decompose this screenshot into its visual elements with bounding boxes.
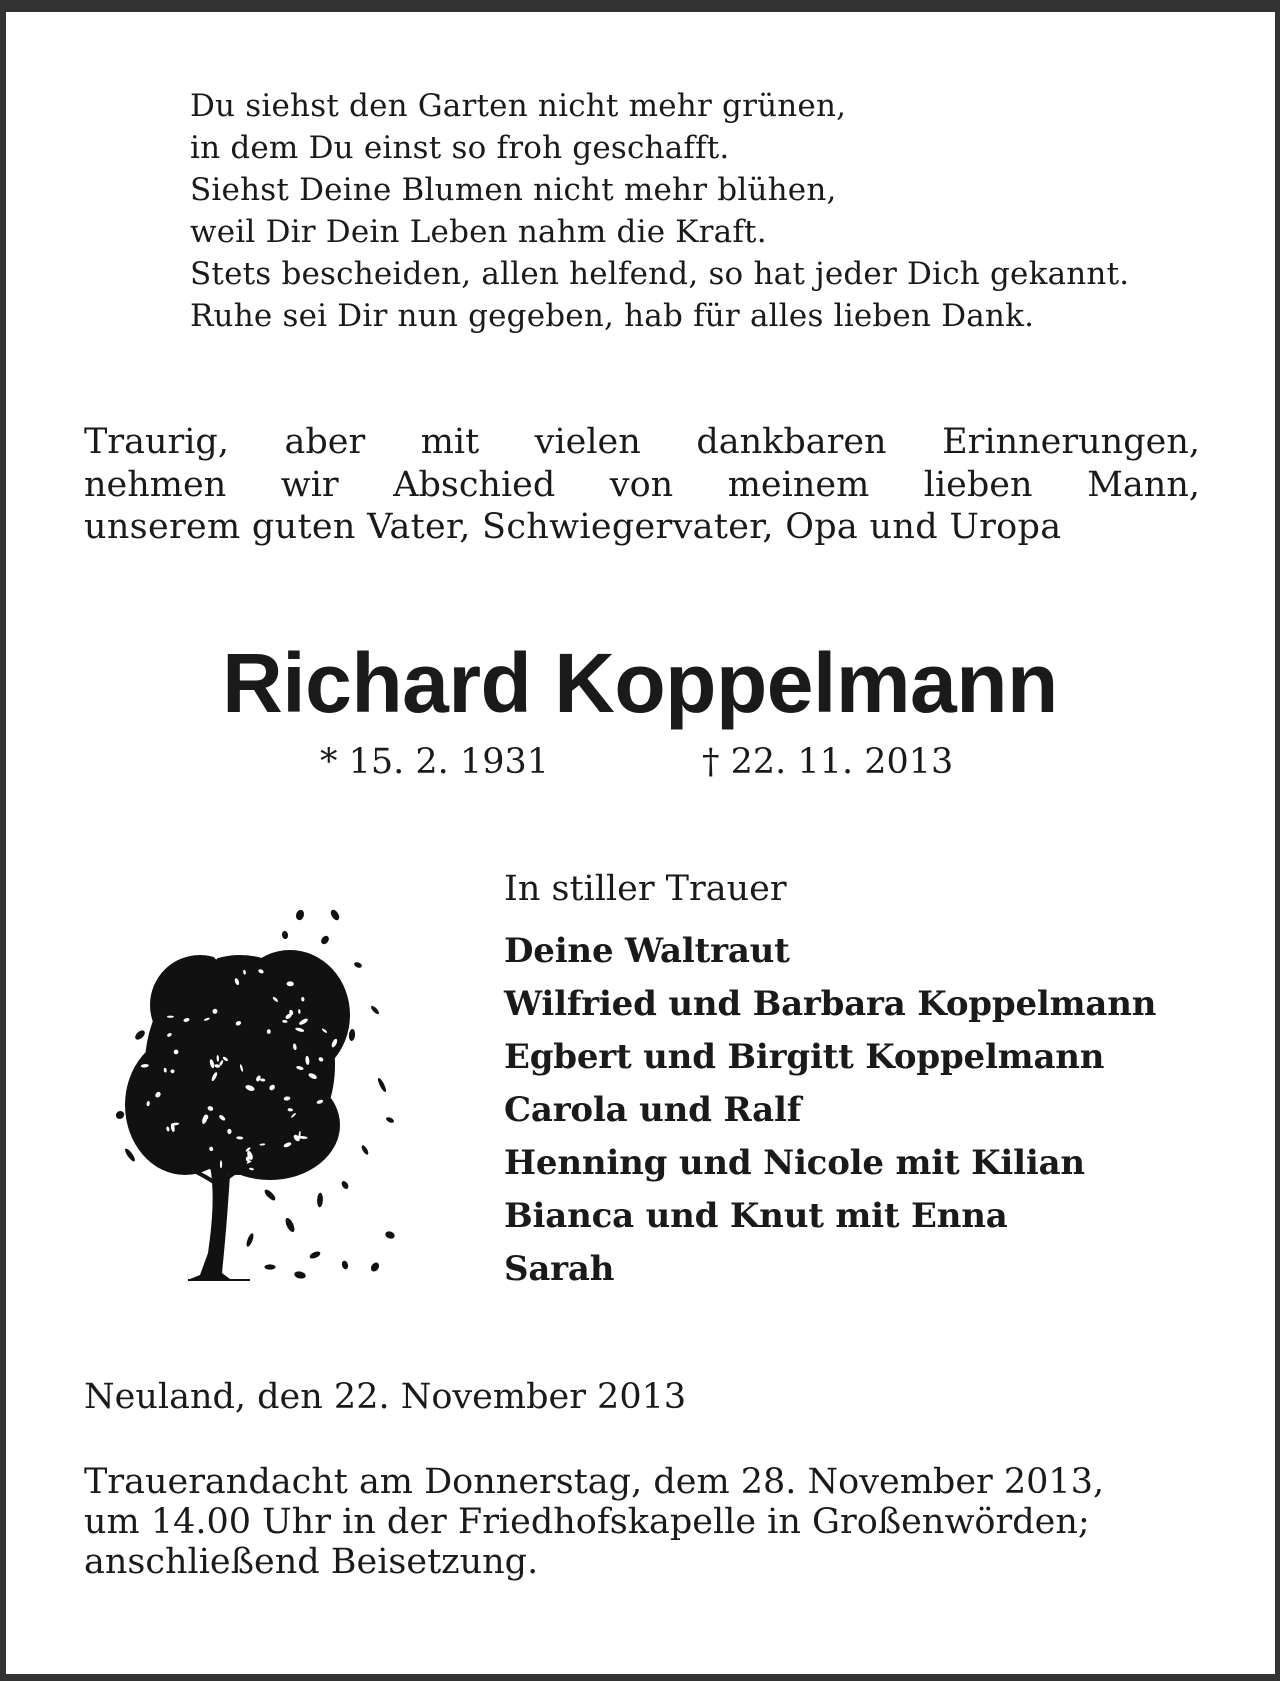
poem-line: in dem Du einst so froh geschafft. (190, 130, 730, 166)
intro-text (84, 421, 1200, 549)
mourner-name: Henning und Nicole mit Kilian (504, 1143, 1085, 1183)
poem-line: Stets bescheiden, allen helfend, so hat jeder Dich gekannt. (190, 256, 1130, 292)
poem (190, 85, 1220, 337)
birth-date: * 15. 2. 1931 (320, 742, 550, 782)
intro-line: Traurig, aber mit vielen dankbaren Erinnerungen, (84, 422, 1200, 462)
poem-line: Siehst Deine Blumen nicht mehr blühen, (190, 172, 837, 208)
service-line: anschließend Beisetzung. (84, 1542, 539, 1582)
service-info (84, 1462, 1200, 1582)
service-line: um 14.00 Uhr in der Friedhofskapelle in Großenwörden; (84, 1502, 1090, 1542)
intro-line: unserem guten Vater, Schwiegervater, Opa und Uropa (84, 507, 1062, 547)
place-date: Neuland, den 22. November 2013 (84, 1377, 687, 1417)
deceased-name: Richard Koppelmann (222, 636, 1058, 730)
mourner-name: Deine Waltraut (504, 931, 790, 971)
mourners-block (504, 867, 1224, 1296)
intro-line: nehmen wir Abschied von meinem lieben Mann, (84, 464, 1200, 505)
mourner-name: Bianca und Knut mit Enna (504, 1196, 1008, 1236)
death-date: † 22. 11. 2013 (702, 742, 954, 782)
poem-line: Du siehst den Garten nicht mehr grünen, (190, 88, 847, 124)
poem-line: Ruhe sei Dir nun gegeben, hab für alles lieben Dank. (190, 298, 1035, 334)
service-line: Trauerandacht am Donnerstag, dem 28. November 2013, (84, 1462, 1105, 1502)
mourner-name: Egbert und Birgitt Koppelmann (504, 1037, 1105, 1077)
mourning-label: In stiller Trauer (504, 869, 787, 909)
mourner-name: Sarah (504, 1249, 615, 1289)
poem-line: weil Dir Dein Leben nahm die Kraft. (190, 214, 767, 250)
tree-with-falling-leaves-icon (90, 895, 410, 1285)
mourner-name: Wilfried und Barbara Koppelmann (504, 984, 1157, 1024)
mourner-name: Carola und Ralf (504, 1090, 802, 1130)
